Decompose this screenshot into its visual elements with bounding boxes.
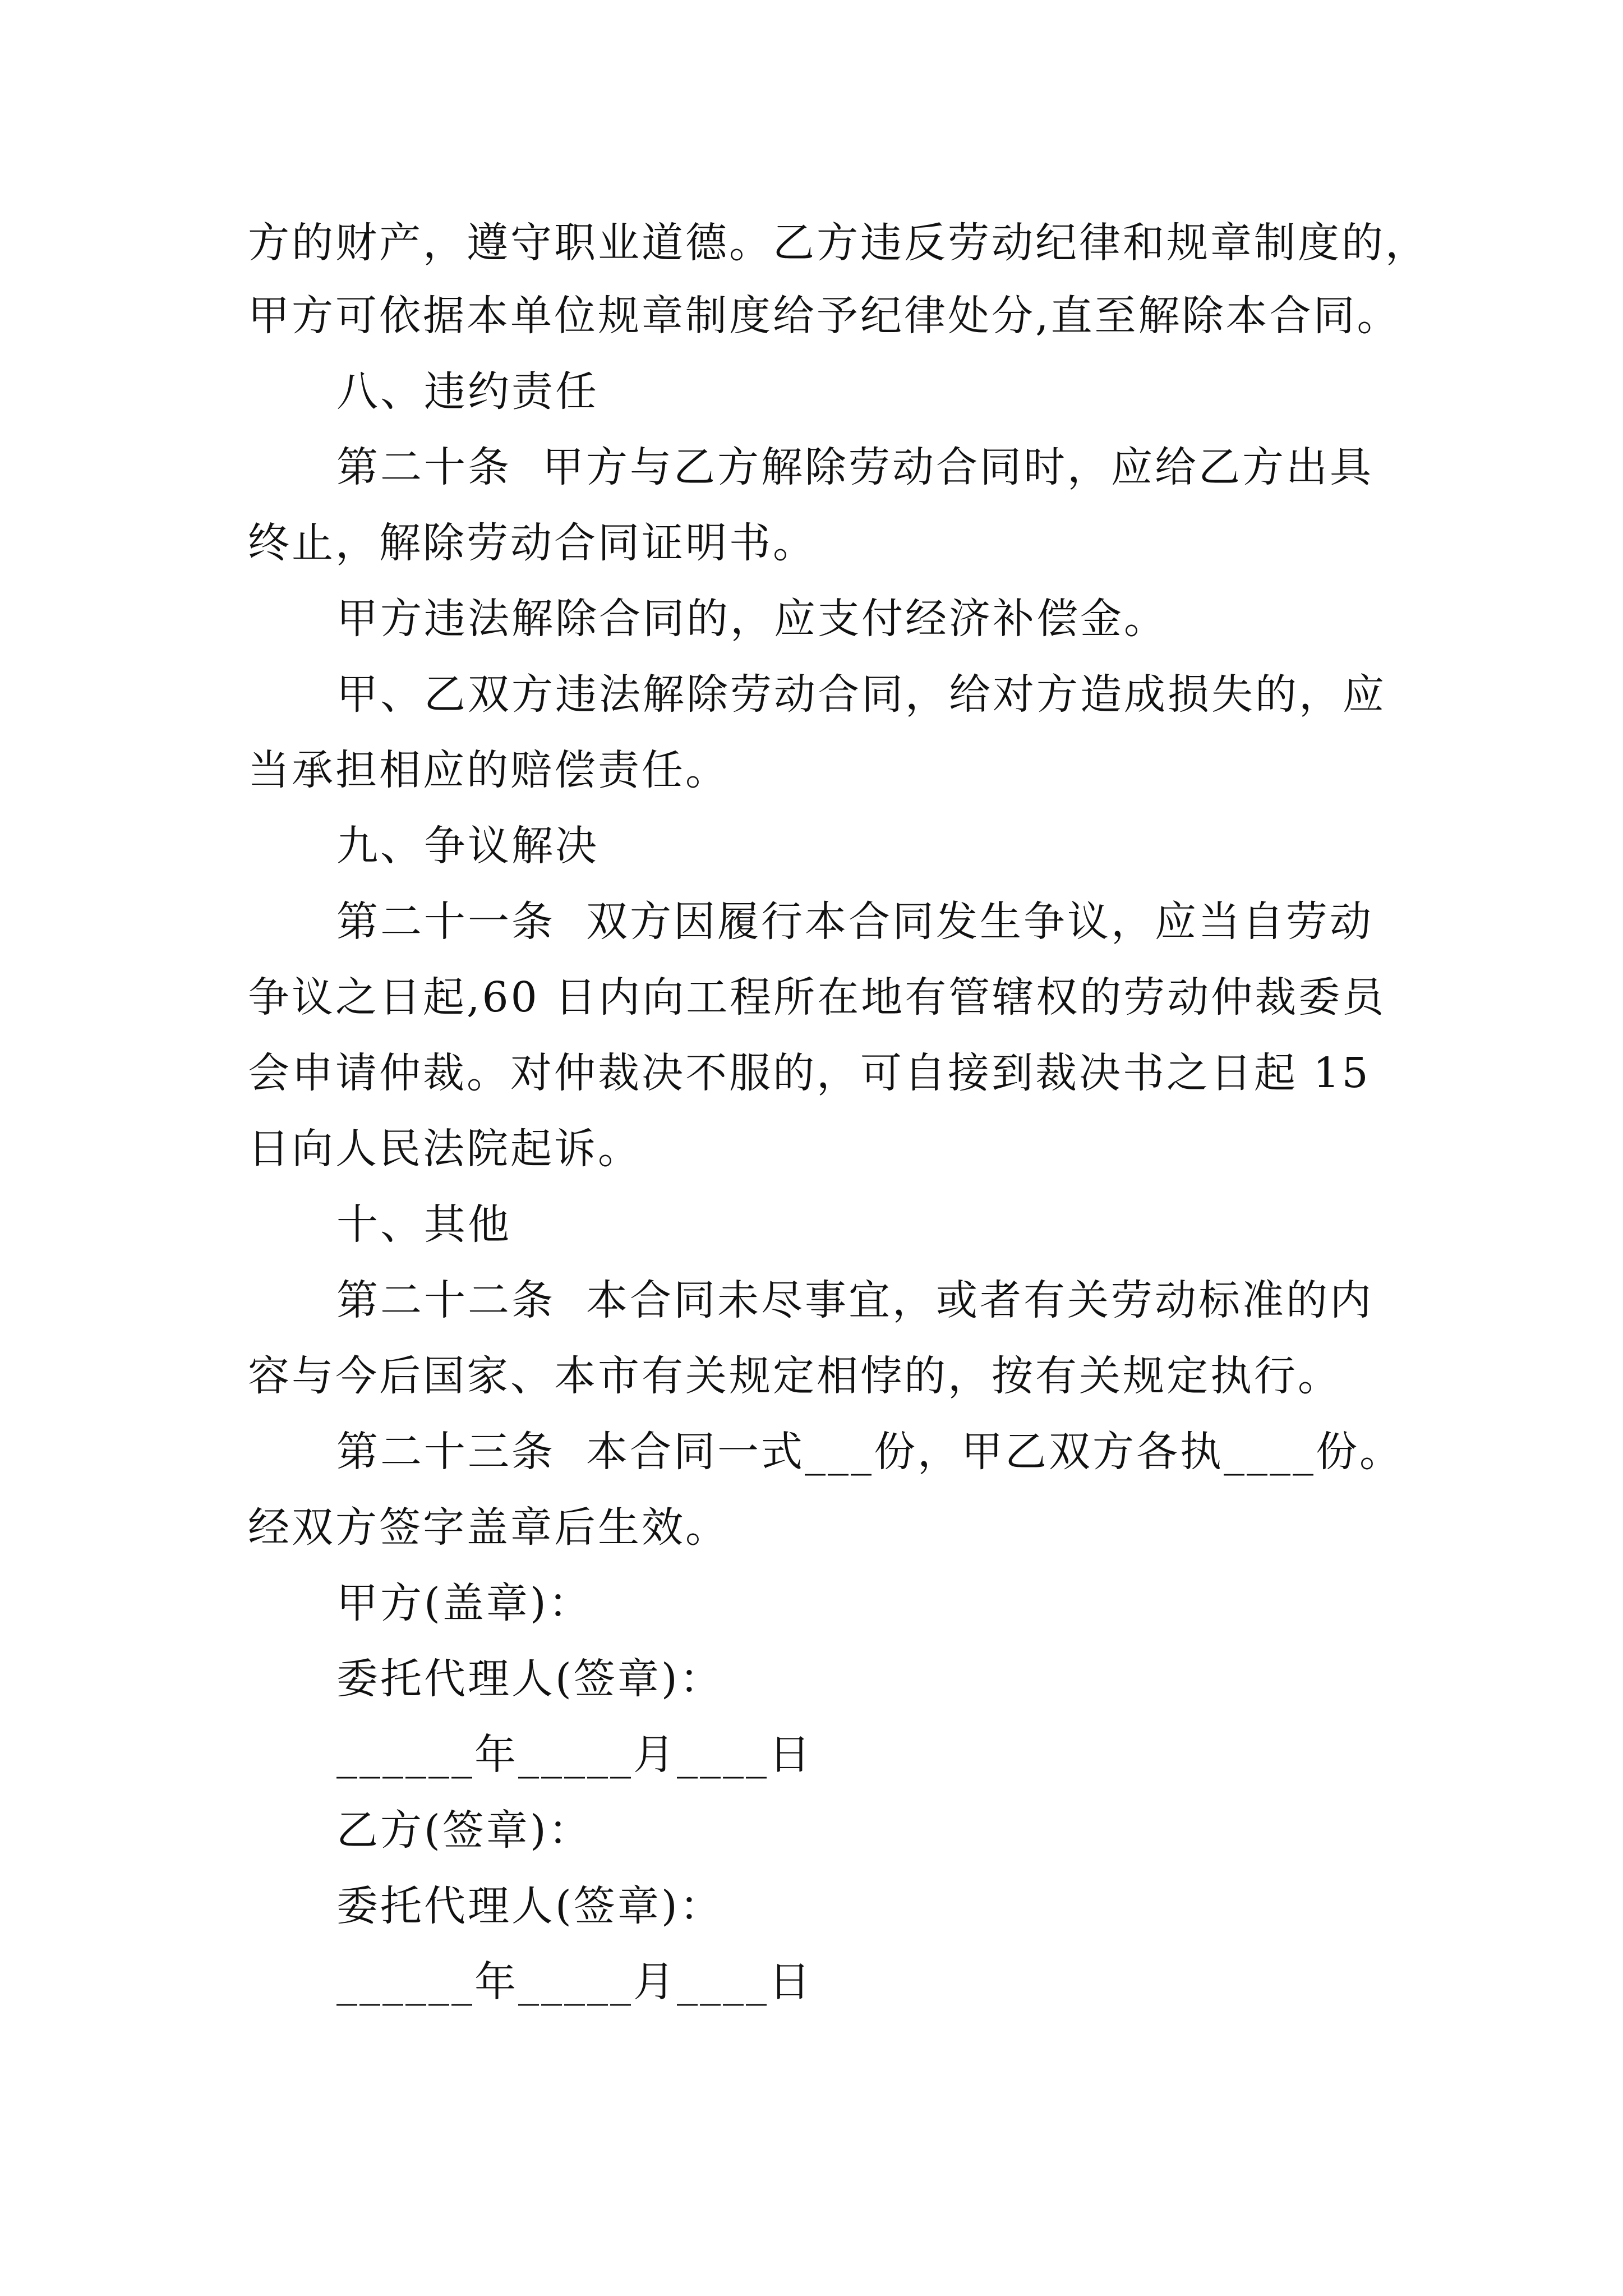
- paragraph-line: 甲、乙双方违法解除劳动合同，给对方造成损失的，应: [336, 670, 1386, 719]
- signature-label-agent-b: 委托代理人(签章)：: [336, 1882, 723, 1930]
- article-line: 第二十二条 本合同未尽事宜，或者有关劳动标准的内: [336, 1276, 1374, 1324]
- signature-label-party-b: 乙方(签章)：: [336, 1806, 592, 1855]
- signature-label-party-a: 甲方(盖章)：: [336, 1579, 592, 1627]
- article-line: 第二十三条 本合同一式___份，甲乙双方各执____份。: [336, 1428, 1404, 1476]
- section-heading: 九、争议解决: [336, 822, 599, 870]
- text-line: 方的财产，遵守职业道德。乙方违反劳动纪律和规章制度的，: [248, 219, 1429, 267]
- article-line: 第二十条 甲方与乙方解除劳动合同时，应给乙方出具: [336, 443, 1374, 491]
- text-line: 容与今后国家、本市有关规定相悖的，按有关规定执行。: [248, 1352, 1341, 1400]
- article-line: 第二十一条 双方因履行本合同发生争议，应当自劳动: [336, 898, 1374, 946]
- text-line: 甲方可依据本单位规章制度给予纪律处分,直至解除本合同。: [248, 292, 1401, 340]
- section-heading: 八、违约责任: [336, 367, 599, 416]
- text-line: 日向人民法院起诉。: [248, 1125, 642, 1173]
- text-line: 终止，解除劳动合同证明书。: [248, 519, 817, 567]
- date-line-a: ______年_____月____日: [336, 1731, 813, 1779]
- section-heading: 十、其他: [336, 1200, 511, 1249]
- paragraph-line: 甲方违法解除合同的，应支付经济补偿金。: [336, 595, 1168, 643]
- signature-label-agent-a: 委托代理人(签章)：: [336, 1655, 723, 1703]
- date-line-b: ______年_____月____日: [336, 1958, 813, 2006]
- text-line: 当承担相应的赔偿责任。: [248, 746, 729, 794]
- text-line: 经双方签字盖章后生效。: [248, 1503, 729, 1552]
- text-line: 会申请仲裁。对仲裁决不服的，可自接到裁决书之日起 15: [248, 1049, 1371, 1097]
- text-line: 争议之日起,60 日内向工程所在地有管辖权的劳动仲裁委员: [248, 973, 1386, 1022]
